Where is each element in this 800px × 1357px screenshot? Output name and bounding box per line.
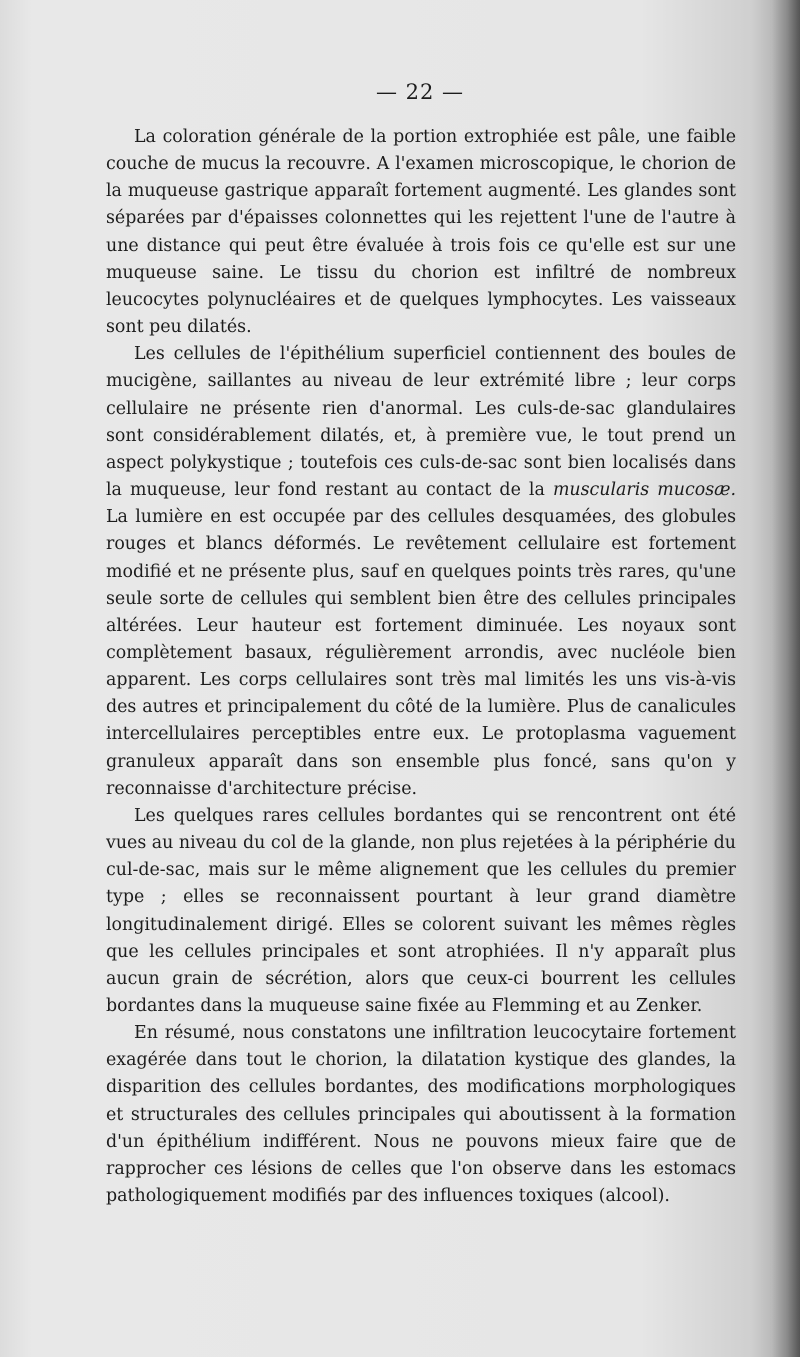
body-text <box>106 124 736 1210</box>
paragraph-2-italic-term: muscularis mucosæ. <box>552 480 736 501</box>
paragraph-4: En résumé, nous constatons une infiltration leucocytaire fortement exagérée dans tout le chorion, la dilatation kystique des glandes, la disparition des cellules bordantes, des modifications morphologiques et structurales des cellules principales qui aboutissent à la formation d'un épithélium indifférent. Nous ne pouvons mieux faire que de rapprocher ces lésions de celles que l'on observe dans les estomacs pathologiquement modifiés par des influences toxiques (alcool). <box>106 1023 736 1207</box>
paragraph-2-text-before: Les cellules de l'épithélium superficiel contiennent des boules de mucigène, saillantes au niveau de leur extrémité libre ; leur corps cellulaire ne présente rien d'anormal. Les culs-de-sac glandulaires sont considérablement dilatés, et, à première vue, le tout prend un aspect polykystique ; toutefois ces culs-de-sac sont bien localisés dans la muqueuse, leur fond restant au contact de la <box>106 344 736 501</box>
paragraph-2 <box>106 341 736 803</box>
paragraph-2-text-after: La lumière en est occupée par des cellules desquamées, des globules rouges et blancs déformés. Le revêtement cellulaire est fortement modifié et ne présente plus, sauf en quelques points très rares, qu'une seule sorte de cellules qui semblent bien être des cellules principales altérées. Leur hauteur est fortement diminuée. Les noyaux sont complètement basaux, régulièrement arrondis, avec nucléole bien apparent. Les corps cellulaires sont très mal limités les uns vis-à-vis des autres et principalement du côté de la lumière. Plus de canalicules intercellulaires perceptibles entre eux. Le protoplasma vaguement granuleux apparaît dans son ensemble plus foncé, sans qu'on y reconnaisse d'architecture précise. <box>106 507 736 799</box>
page-number: — 22 — <box>375 80 465 104</box>
paragraph-1: La coloration générale de la portion extrophiée est pâle, une faible couche de mucus la recouvre. A l'examen microscopique, le chorion de la muqueuse gastrique apparaît fortement augmenté. Les glandes sont séparées par d'épaisses colonnettes qui les rejettent l'une de l'autre à une distance qui peut être évaluée à trois fois ce qu'elle est sur une muqueuse saine. Le tissu du chorion est infiltré de nombreux leucocytes polynucléaires et de quelques lymphocytes. Les vaisseaux sont peu dilatés. <box>106 127 736 338</box>
paragraph-3: Les quelques rares cellules bordantes qui se rencontrent ont été vues au niveau du col de la glande, non plus rejetées à la périphérie du cul-de-sac, mais sur le même alignement que les cellules du premier type ; elles se reconnaissent pourtant à leur grand diamètre longitudinalement dirigé. Elles se colorent suivant les mêmes règles que les cellules principales et sont atrophiées. Il n'y apparaît plus aucun grain de sécrétion, alors que ceux-ci bourrent les cellules bordantes dans la muqueuse saine fixée au Flemming et au Zenker. <box>106 805 736 1016</box>
page-edge-shadow <box>772 0 800 1357</box>
